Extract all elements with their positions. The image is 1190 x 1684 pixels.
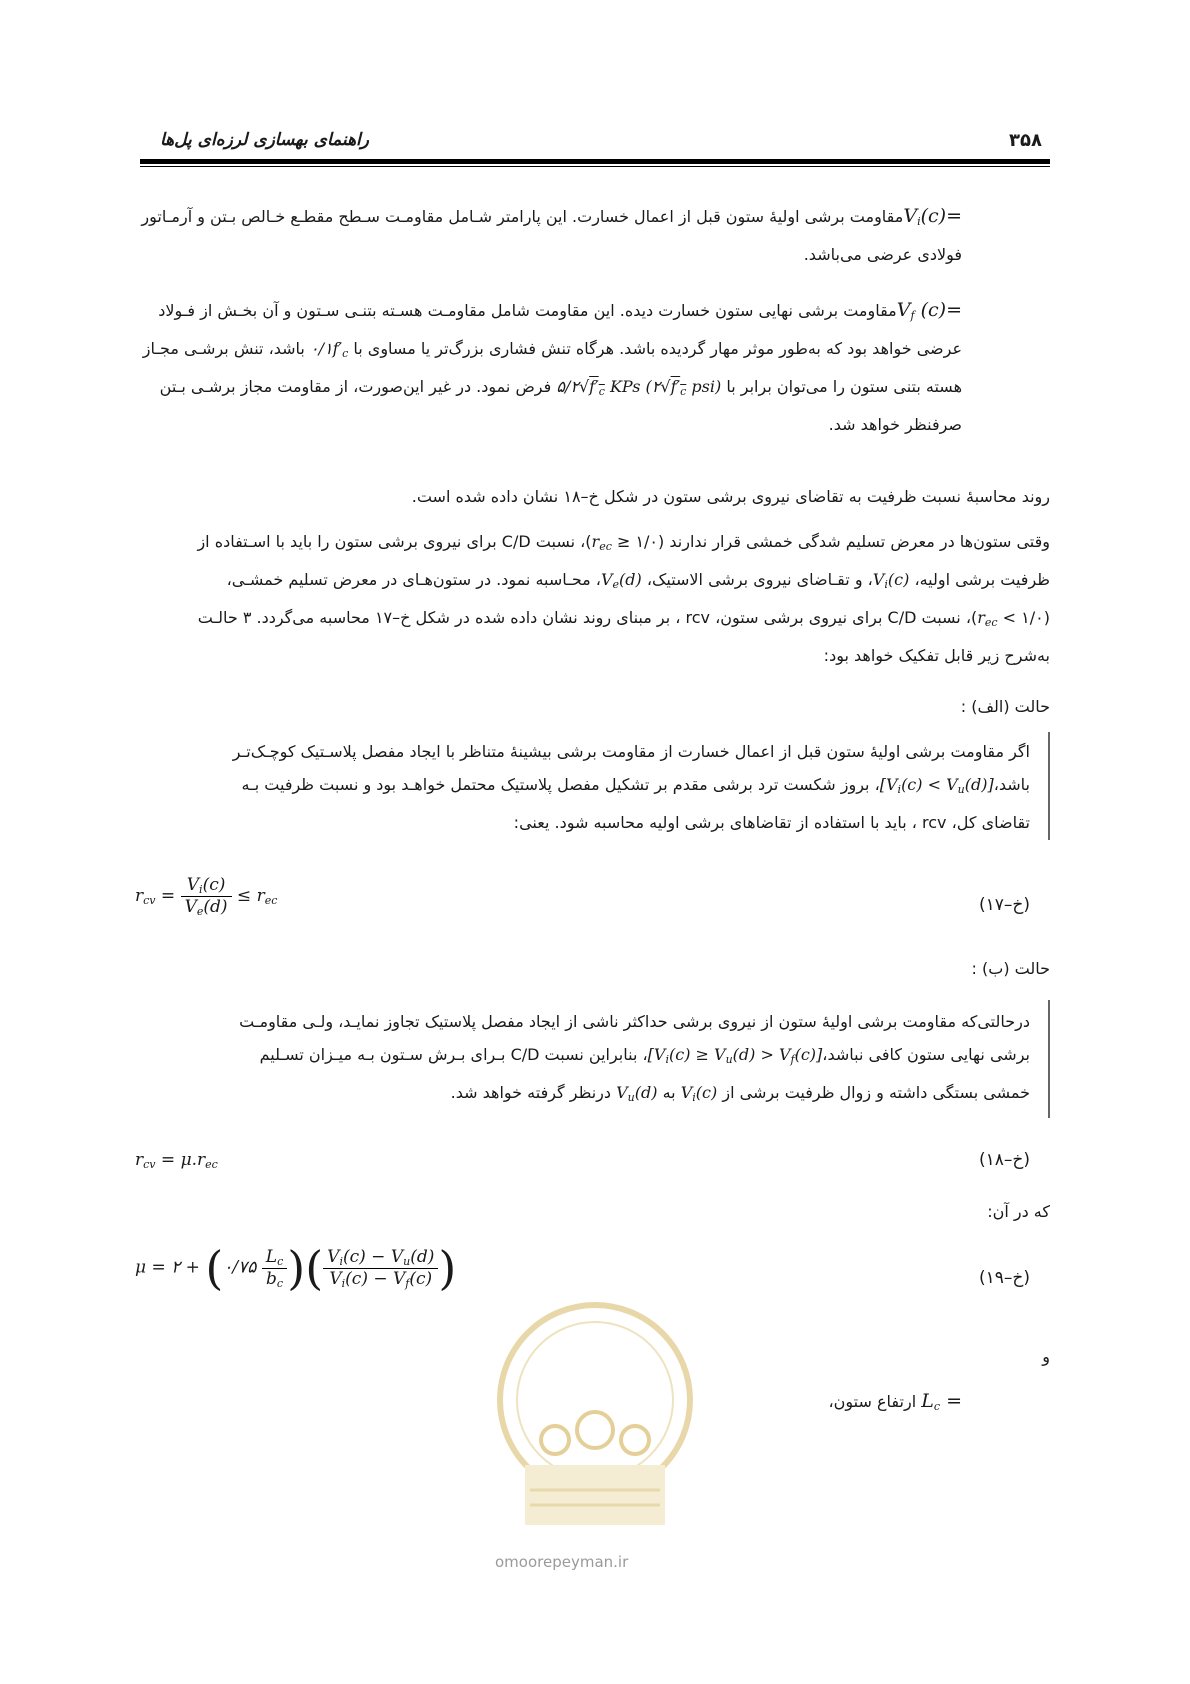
- that-in-label: که در آن:: [987, 1202, 1050, 1221]
- case-a-title: حالت (الف) :: [960, 697, 1050, 716]
- equation-17-label: (خ–۱۷): [978, 895, 1030, 915]
- equation-19: μ = ۲ + (۰/۷۵ $\frac{L_c}{b_c}$ )( $\frac{V_i(c) - V_u(d)}{V_i(c) - V_f(c)}$ ): [135, 1241, 457, 1295]
- symbol-vi-c: $V_i(c)=$: [903, 205, 962, 228]
- stress-threshold: $۰/۱f'_c$: [309, 339, 349, 360]
- paragraph-procedure: روند محاسبهٔ نسبت ظرفیت به تقاضای نیروی برشی ستون در شکل خ–۱۸ نشان داده شده است.: [411, 487, 1050, 506]
- watermark-seal: [490, 1290, 700, 1560]
- definition-lc: $L_c$ = ارتفاع ستون،: [828, 1390, 962, 1413]
- equation-18: $r_{cv} = \mu.r_{ec}$: [135, 1150, 218, 1171]
- case-b-bar: [1048, 1000, 1050, 1118]
- page-number: ۳۵۸: [1009, 130, 1042, 151]
- case-a-body: اگر مقاومت برشی اولیهٔ ستون قبل از اعمال خسارت از مقاومت برشی بیشینهٔ متناظر با ایجاد مفصل پلاسـتیک کوچـک‌تـر $باشد،[V_i(c)$ < $V_u(d)]،$ بروز شکست ترد برشی مقدم بر تشکیل مفصل پلاستیک محتمل خواهـد بود و نسبت ظرفیت بـه تقاضای کل، rcv ، باید با استفاده از تقاضاهای برشی اولیه محاسبه شود. یعنی:: [232, 742, 1030, 832]
- case-b-title: حالت (ب) :: [971, 959, 1050, 978]
- case-b-body: درحالتی‌که مقاومت برشی اولیهٔ ستون از نیروی برشی حداکثر ناشی از ایجاد مفصل پلاستیک تجاوز نمایـد، ولـی مقاومـت برشی نهایی ستون کافی $نباشد،[V_i(c) \ge V_u(d)$ > $V_f(c)]،$ بنابراین نسبت C/D بـرای بـرش سـتون بـه میـزان تسـلیم خمشی بستگی داشته و زوال ظرفیت برشی از $V_i(c)$ به $V_u(d)$ درنظر گرفته خواهد شد.: [239, 1012, 1030, 1104]
- symbol-vf-c: $V_f$ (c)=: [896, 299, 962, 322]
- definition-vf: $V_f$ (c)=مقاومت برشی نهایی ستون خسارت دیده. این مقاومت شامل مقاومـت هسـته بتنـی سـتون و آن بخـش از فـولاد عرضی خواهد بود که به‌طور موثر مهار گردیده باشد. هرگاه تنش فشاری بزرگ‌تر یا مساوی با $۰/۱f'_c$ باشد، تنش برشـی مجـاز هسته بتنی ستون را می‌توان برابر با $۵/۲√f'_c$ KPs ($۲√f'_c$ psi) فرض نمود. در غیر این‌صورت، از مقاومت مجاز برشـی بـتن صرفنظر خواهد شد.: [142, 299, 962, 434]
- header-rule-thick: [140, 159, 1050, 164]
- equation-18-label: (خ–۱۸): [978, 1150, 1030, 1170]
- header-rule-thin: [140, 166, 1050, 167]
- equation-19-label: (خ–۱۹): [978, 1268, 1030, 1288]
- definition-vi: $V_i(c)=مقاومت$ برشی اولیهٔ ستون قبل از اعمال خسارت. این پارامتر شـامل مقاومـت سـطح مقطـع خـالص بـتن و آرمـاتور فولادی عرضی می‌باشد.: [141, 205, 962, 264]
- watermark-url: omoorepeyman.ir: [495, 1553, 629, 1571]
- running-title: راهنمای بهسازی لرزه‌ای پل‌ها: [160, 130, 369, 150]
- case-a-bar: [1048, 732, 1050, 840]
- paragraph-cd-ratio: وقتی ستون‌ها در معرض تسلیم شدگی خمشی قرار ندارند ($r_{ec}$ ≥ ۱/۰)، نسبت C/D برای نیروی برشی ستون را باید با اسـتفاده از ظرفیت برشی اولیه، $V_i(c)،$ و تقـاضای نیروی برشی الاستیک، $V_e(d)،$ محـاسبه نمود. در ستون‌هـای در معرض تسلیم خمشـی، ($r_{ec}$ < ۱/۰)، نسبت C/D برای نیروی برشی ستون، rcv ، بر مبنای روند نشان داده شده در شکل خ–۱۷ محاسبه می‌گردد. ۳ حالـت به‌شرح زیر قابل تفکیک خواهد بود:: [197, 532, 1050, 665]
- page-header: [140, 128, 1050, 158]
- equation-17: $r_{cv}$ = $\frac{V_i(c)}{V_e(d)}$ ≤ $r_{ec}$: [135, 875, 278, 918]
- and-label: و: [1042, 1347, 1050, 1366]
- allowable-stress-expr: $۵/۲√f'_c$ KPs ($۲√f'_c$ psi): [556, 377, 722, 398]
